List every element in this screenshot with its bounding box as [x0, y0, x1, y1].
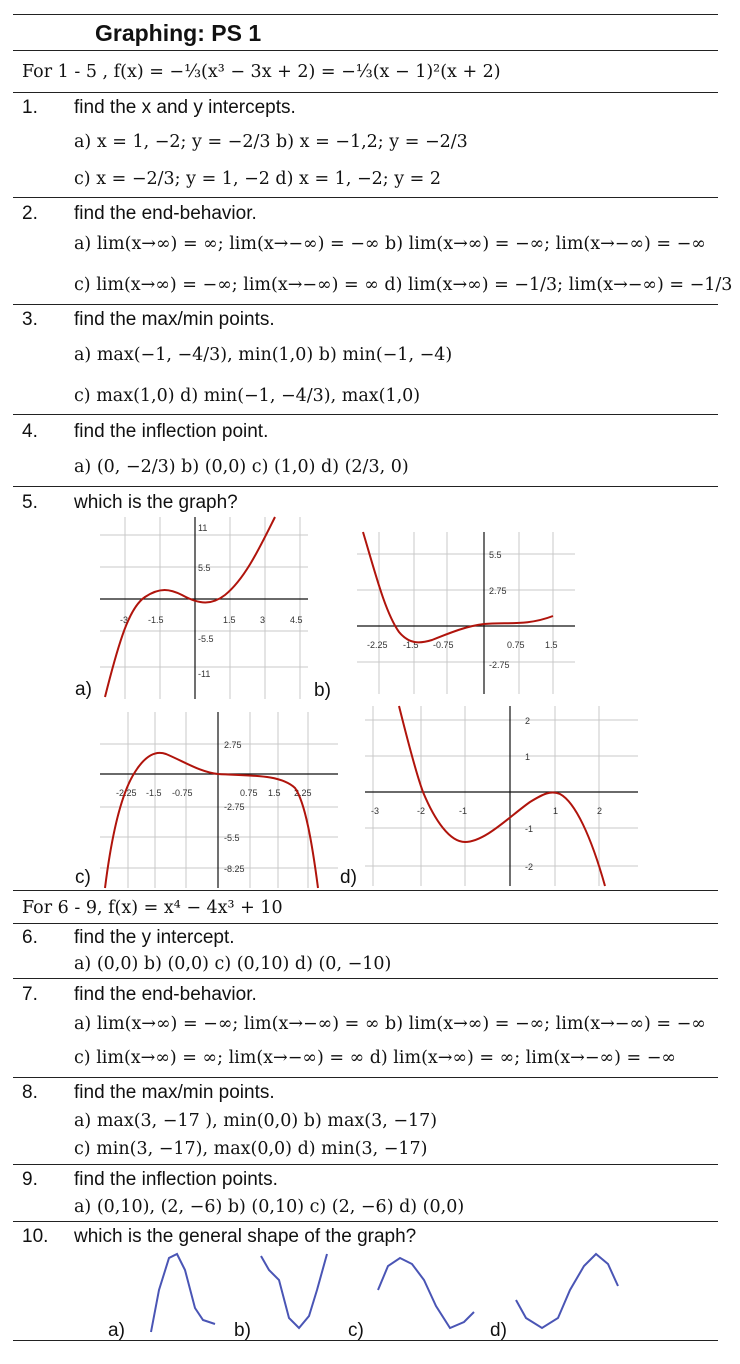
- tick-label: 2: [597, 806, 603, 816]
- tick-label: 11: [198, 523, 208, 533]
- graph-c-label: c): [75, 867, 91, 888]
- q2-choices-ab: a) lim(x→∞) = ∞; lim(x→−∞) = −∞ b) lim(x→∞) = −∞; lim(x→−∞) = −∞: [74, 234, 706, 254]
- q2-question: find the end-behavior.: [74, 203, 257, 224]
- divider: [13, 1221, 718, 1222]
- shape-c-label: c): [348, 1320, 364, 1341]
- graph-d[interactable]: [365, 706, 638, 886]
- divider: [13, 978, 718, 979]
- tick-label: 2: [525, 716, 531, 726]
- q6-number: 6.: [22, 927, 38, 948]
- divider: [13, 197, 718, 198]
- tick-label: 0.75: [240, 788, 258, 798]
- graph-b-label: b): [314, 680, 331, 701]
- tick-label: 5.5: [489, 550, 502, 560]
- tick-label: 5.5: [198, 563, 211, 573]
- tick-label: 1.5: [223, 615, 236, 625]
- tick-label: -5.5: [224, 833, 240, 843]
- q9-choices: a) (0,10), (2, −6) b) (0,10) c) (2, −6) d) (0,0): [74, 1197, 465, 1217]
- tick-label: 1: [553, 806, 559, 816]
- function-curve: [105, 517, 275, 697]
- tick-label: 4.5: [290, 615, 303, 625]
- q1-choices-cd: c) x = −2/3; y = 1, −2 d) x = 1, −2; y = 2: [74, 169, 442, 189]
- divider: [13, 1077, 718, 1078]
- shape-b-label: b): [234, 1320, 251, 1341]
- q6-question: find the y intercept.: [74, 927, 235, 948]
- q7-choices-ab: a) lim(x→∞) = −∞; lim(x→−∞) = ∞ b) lim(x→∞) = −∞; lim(x→−∞) = −∞: [74, 1014, 706, 1034]
- tick-label: -2.75: [224, 802, 245, 812]
- q9-number: 9.: [22, 1169, 38, 1190]
- q3-choices-ab: a) max(−1, −4/3), min(1,0) b) min(−1, −4): [74, 345, 453, 365]
- q2-choices-cd: c) lim(x→∞) = −∞; lim(x→−∞) = ∞ d) lim(x→∞) = −1/3; lim(x→−∞) = −1/3: [74, 275, 733, 295]
- tick-label: -8.25: [224, 864, 245, 874]
- tick-label: -1.5: [148, 615, 164, 625]
- q1-choices-ab: a) x = 1, −2; y = −2/3 b) x = −1,2; y = −2/3: [74, 132, 468, 152]
- shape-c[interactable]: [372, 1250, 482, 1335]
- q8-number: 8.: [22, 1082, 38, 1103]
- q10-number: 10.: [22, 1226, 49, 1247]
- divider: [13, 92, 718, 93]
- shape-a[interactable]: [145, 1250, 225, 1335]
- graph-c[interactable]: [100, 712, 338, 888]
- graph-b[interactable]: [357, 532, 575, 694]
- tick-label: 1.5: [268, 788, 281, 798]
- divider: [13, 414, 718, 415]
- q2-number: 2.: [22, 203, 38, 224]
- q7-number: 7.: [22, 984, 38, 1005]
- graph-d-label: d): [340, 867, 357, 888]
- divider: [13, 1164, 718, 1165]
- q1-number: 1.: [22, 97, 38, 118]
- divider: [13, 890, 718, 891]
- shape-b[interactable]: [255, 1250, 335, 1335]
- q3-question: find the max/min points.: [74, 309, 275, 330]
- tick-label: 2.75: [224, 740, 242, 750]
- tick-label: -2.25: [116, 788, 137, 798]
- q4-question: find the inflection point.: [74, 421, 269, 442]
- graph-a-label: a): [75, 679, 92, 700]
- q4-choices: a) (0, −2/3) b) (0,0) c) (1,0) d) (2/3, 0): [74, 457, 409, 477]
- tick-label: 2.25: [294, 788, 312, 798]
- section-2-header: For 6 - 9, f(x) = x⁴ − 4x³ + 10: [22, 898, 283, 918]
- divider: [13, 486, 718, 487]
- q8-choices-cd: c) min(3, −17), max(0,0) d) min(3, −17): [74, 1139, 428, 1159]
- tick-label: -0.75: [172, 788, 193, 798]
- q6-choices: a) (0,0) b) (0,0) c) (0,10) d) (0, −10): [74, 954, 392, 974]
- divider: [13, 1340, 718, 1341]
- q3-number: 3.: [22, 309, 38, 330]
- divider: [13, 923, 718, 924]
- tick-label: -0.75: [433, 640, 454, 650]
- shape-d-label: d): [490, 1320, 507, 1341]
- function-curve: [399, 706, 605, 886]
- tick-label: -2: [525, 862, 534, 872]
- tick-label: 3: [260, 615, 266, 625]
- tick-label: -2: [417, 806, 426, 816]
- q7-choices-cd: c) lim(x→∞) = ∞; lim(x→−∞) = ∞ d) lim(x→∞) = ∞; lim(x→−∞) = −∞: [74, 1048, 676, 1068]
- tick-label: -2.75: [489, 660, 510, 670]
- page-title: Graphing: PS 1: [95, 20, 262, 46]
- q10-question: which is the general shape of the graph?: [74, 1226, 417, 1247]
- q8-choices-ab: a) max(3, −17 ), min(0,0) b) max(3, −17): [74, 1111, 438, 1131]
- shape-a-label: a): [108, 1320, 125, 1341]
- q5-question: which is the graph?: [74, 492, 238, 513]
- divider: [13, 14, 718, 15]
- q7-question: find the end-behavior.: [74, 984, 257, 1005]
- tick-label: -1: [525, 824, 534, 834]
- q3-choices-cd: c) max(1,0) d) min(−1, −4/3), max(1,0): [74, 386, 421, 406]
- tick-label: -3: [120, 615, 129, 625]
- tick-label: 1.5: [545, 640, 558, 650]
- tick-label: 2.75: [489, 586, 507, 596]
- tick-label: -2.25: [367, 640, 388, 650]
- section-1-header: For 1 - 5 , f(x) = −⅓(x³ − 3x + 2) = −⅓(x − 1)²(x + 2): [22, 62, 501, 82]
- divider: [13, 304, 718, 305]
- q9-question: find the inflection points.: [74, 1169, 278, 1190]
- graph-a[interactable]: [100, 517, 308, 699]
- q5-number: 5.: [22, 492, 38, 513]
- tick-label: -3: [371, 806, 380, 816]
- tick-label: 1: [525, 752, 531, 762]
- tick-label: -1.5: [403, 640, 419, 650]
- divider: [13, 50, 718, 51]
- q1-question: find the x and y intercepts.: [74, 97, 296, 118]
- tick-label: 0.75: [507, 640, 525, 650]
- tick-label: -11: [198, 669, 211, 679]
- q4-number: 4.: [22, 421, 38, 442]
- tick-label: -1.5: [146, 788, 162, 798]
- tick-label: -1: [459, 806, 468, 816]
- tick-label: -5.5: [198, 634, 214, 644]
- shape-d[interactable]: [512, 1250, 622, 1335]
- q8-question: find the max/min points.: [74, 1082, 275, 1103]
